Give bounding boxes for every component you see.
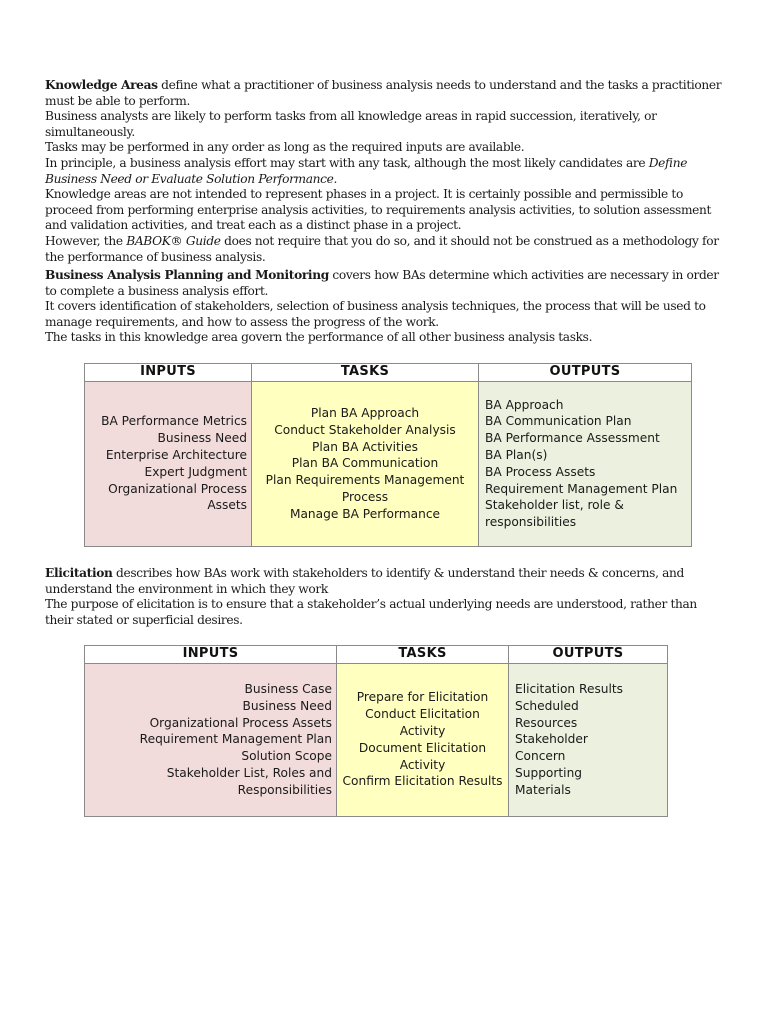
however-paragraph: However, the BABOK® Guide does not require that you do so, and it should not be construed as a methodology for the performance of business analysis. (45, 233, 719, 264)
output-item: BA Communication Plan (485, 414, 632, 429)
input-item: Assets (207, 498, 247, 513)
elicitation-heading: Elicitation (45, 566, 113, 580)
outputs-cell (509, 663, 668, 816)
task-item: Plan Requirements Management (265, 473, 465, 488)
output-item: BA Plan(s) (485, 448, 548, 462)
input-item: Business Need (242, 698, 332, 713)
planning-paragraph: Business Analysis Planning and Monitoring covers how BAs determine which activities are necessary in order to complete a business analysis effort. (45, 268, 719, 298)
output-item: Scheduled (515, 698, 579, 713)
inputs-header: INPUTS (85, 364, 252, 382)
output-item: responsibilities (485, 515, 577, 530)
planning-line: It covers identification of stakeholders, selection of business analysis techniques, the process that will be used to manage requirements, and how to assess the progress of the work. (45, 299, 706, 329)
task-item: Confirm Elicitation Results (342, 774, 503, 789)
elicitation-paragraph: Elicitation describes how BAs work with stakeholders to identify & understand their needs & concerns, and understand the environment in which they work (45, 566, 684, 596)
task-item: Manage BA Performance (289, 506, 441, 521)
input-item: Responsibilities (237, 782, 332, 797)
task-item: Plan BA Approach (310, 406, 420, 420)
output-item: Concern (515, 749, 566, 764)
elicitation-line: The purpose of elicitation is to ensure that a stakeholder’s actual underlying needs are understood, rather than their stated or superficial desires. (45, 597, 697, 627)
tasks-cell (337, 663, 509, 816)
knowledge-areas-heading: Knowledge Areas (45, 78, 158, 92)
inputs-cell (85, 381, 252, 546)
planning-table (84, 363, 692, 547)
inputs-cell (85, 663, 337, 816)
output-item: Resources (515, 715, 578, 730)
task-item: Conduct Elicitation (365, 707, 480, 722)
output-item: BA Performance Assessment (485, 431, 660, 446)
planning-monitoring-section (45, 268, 725, 346)
input-item: Organizational Process Assets (149, 715, 332, 730)
task-item: Plan BA Communication (291, 456, 439, 471)
input-item: Requirement Management Plan (139, 732, 332, 747)
tasks-header: TASKS (337, 646, 509, 664)
output-item: Requirement Management Plan (485, 481, 678, 496)
phases-paragraph: Knowledge areas are not intended to represent phases in a project. It is certainly possible and permissible to proceed from performing enterprise analysis activities, to requirements analysis activities, to solution assessment and validation activities, and treat each as a distinct phase in a project. (45, 187, 712, 233)
outputs-header: OUTPUTS (509, 646, 668, 664)
tasks-header: TASKS (252, 364, 479, 382)
elicitation-table (84, 645, 668, 817)
input-item: Enterprise Architecture (105, 448, 247, 462)
output-item: BA Process Assets (485, 464, 596, 479)
task-item: Plan BA Activities (312, 439, 418, 454)
inputs-header: INPUTS (85, 646, 337, 664)
output-item: Stakeholder list, role & (485, 498, 624, 513)
elicitation-section (45, 566, 725, 628)
output-item: Stakeholder (515, 732, 588, 747)
input-item: Expert Judgment (144, 464, 247, 479)
knowledge-areas-paragraph: Knowledge Areas define what a practitioner of business analysis needs to understand and the tasks a practitioner must be able to perform. (45, 78, 722, 108)
principle-paragraph: In principle, a business analysis effort may start with any task, although the most likely candidates are Define Business Need or Evaluate Solution Performance. (45, 155, 688, 186)
task-item: Activity (399, 724, 446, 738)
outputs-header: OUTPUTS (479, 364, 692, 382)
task-item: Document Elicitation (358, 740, 487, 755)
task-item: Process (341, 489, 389, 504)
intro-line: Business analysts are likely to perform tasks from all knowledge areas in rapid succession, iteratively, or simultaneously. (45, 109, 657, 139)
planning-line: The tasks in this knowledge area govern the performance of all other business analysis tasks. (45, 330, 593, 345)
output-item: Elicitation Results (515, 682, 624, 696)
intro-line: Tasks may be performed in any order as long as the required inputs are available. (45, 140, 525, 155)
task-item: Activity (399, 757, 446, 772)
outputs-cell (479, 381, 692, 546)
planning-heading: Business Analysis Planning and Monitoring (45, 268, 329, 282)
output-item: Materials (515, 782, 571, 797)
task-item: Prepare for Elicitation (356, 690, 489, 705)
candidate-tasks: Define Business Need or Evaluate Solution Performance (45, 155, 688, 186)
task-item: Conduct Stakeholder Analysis (274, 422, 456, 437)
tasks-cell (252, 381, 479, 546)
input-item: Solution Scope (241, 749, 332, 764)
output-item: Supporting (515, 765, 583, 780)
output-item: BA Approach (485, 397, 564, 412)
input-item: Organizational Process (108, 481, 247, 496)
input-item: Business Need (157, 431, 247, 446)
input-item: Stakeholder List, Roles and (166, 765, 332, 780)
babok-guide: BABOK® Guide (126, 233, 221, 248)
input-item: BA Performance Metrics (101, 414, 247, 429)
input-item: Business Case (244, 682, 332, 696)
knowledge-areas-section (45, 78, 725, 265)
